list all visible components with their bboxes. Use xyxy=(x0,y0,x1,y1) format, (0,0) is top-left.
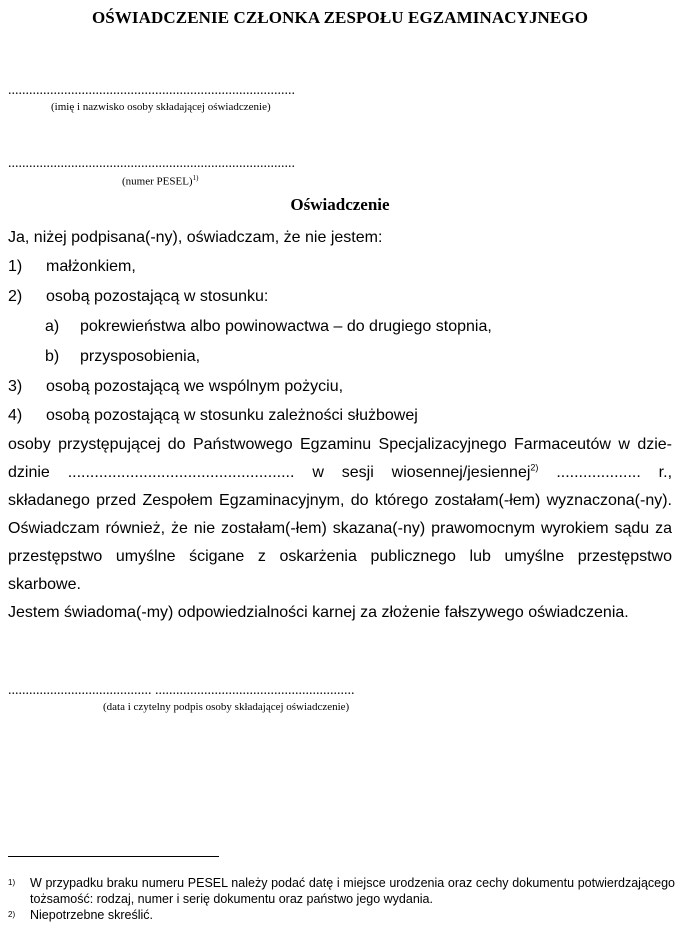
paragraph-word: r., xyxy=(658,464,673,481)
paragraph-line: przestępstwo umyślne ścigane z oskarżenia publicznego lub umyślne przestępstwo skarbowe. xyxy=(8,548,672,593)
paragraph-word: dzinie xyxy=(8,464,50,481)
list-item-text: osobą pozostającą w stosunku: xyxy=(46,288,269,305)
footnote-2 xyxy=(0,907,680,925)
paragraph-session-text: w sesji wiosennej/jesiennej xyxy=(312,464,531,481)
list-item-number: 3) xyxy=(8,378,23,395)
footnote-text: W przypadku braku numeru PESEL należy podać datę i miejsce urodzenia oraz cechy dokumentu potwierdzającego tożsamość: rodzaj, numer i serię dokumentu oraz państwo jego wydania. xyxy=(30,876,675,906)
field-dotted-line: ................................................... xyxy=(67,464,295,481)
list-item-text: osobą pozostającą w stosunku zależności służbowej xyxy=(46,407,418,424)
declaration-paragraph xyxy=(8,431,672,627)
section-heading: Oświadczenie xyxy=(290,195,390,214)
sub-list-item xyxy=(45,318,492,336)
paragraph-line: Jestem świadoma(-my) odpowiedzialności karnej za złożenie fałszywego oświadczenia. xyxy=(8,604,629,621)
paragraph-line xyxy=(8,459,672,487)
list-item-number: 1) xyxy=(8,258,23,275)
pesel-caption xyxy=(122,174,198,188)
footnote-divider xyxy=(8,856,219,857)
footnote-ref-1: 1) xyxy=(192,174,199,182)
list-item xyxy=(8,258,136,276)
sub-list-item-letter: a) xyxy=(45,318,60,335)
footnote-ref-2: 2) xyxy=(530,462,539,473)
list-item-number: 2) xyxy=(8,288,23,305)
signature-dotted-line: ......................................... ......................................................... xyxy=(8,683,355,698)
sub-list-item xyxy=(45,348,200,366)
signature-caption: (data i czytelny podpis osoby składającej oświadczenie) xyxy=(103,701,350,713)
sub-list-item-text: przysposobienia, xyxy=(80,348,201,365)
list-item xyxy=(8,378,343,396)
footnote-1 xyxy=(0,875,680,909)
list-item-text: małżonkiem, xyxy=(46,258,136,275)
footnote-mark: 1) xyxy=(8,878,16,887)
list-item-number: 4) xyxy=(8,407,23,424)
pesel-dotted-line: .................................................................................. xyxy=(8,156,295,171)
name-caption: (imię i nazwisko osoby składającej oświadczenie) xyxy=(51,101,271,113)
sub-list-item-text: pokrewieństwa albo powinowactwa – do drugiego stopnia, xyxy=(80,318,492,335)
footnote-mark: 2) xyxy=(8,910,16,919)
footnote-text: Niepotrzebne skreślić. xyxy=(30,908,153,922)
intro-text: Ja, niżej podpisana(-ny), oświadczam, że nie jestem: xyxy=(8,229,383,246)
list-item xyxy=(8,288,268,306)
list-item-text: osobą pozostającą we wspólnym pożyciu, xyxy=(46,378,344,395)
list-item xyxy=(8,407,418,425)
paragraph-line: Oświadczam również, że nie zostałam(-łem) skazana(-ny) prawomocnym wyrokiem sądu za xyxy=(8,520,672,537)
paragraph-line: osoby przystępującej do Państwowego Egzaminu Specjalizacyjnego Farmaceutów w dzie- xyxy=(8,436,672,453)
sub-list-item-letter: b) xyxy=(45,348,60,365)
year-dotted-line: ................... xyxy=(556,464,641,481)
pesel-caption-text: (numer PESEL) xyxy=(122,175,193,188)
paragraph-line: składanego przed Zespołem Egzaminacyjnym, do którego zostałam(-łem) wyznaczona(-ny). xyxy=(8,492,672,509)
document-title: OŚWIADCZENIE CZŁONKA ZESPOŁU EGZAMINACYJNEGO xyxy=(91,8,589,27)
name-dotted-line: .................................................................................. xyxy=(8,83,295,98)
